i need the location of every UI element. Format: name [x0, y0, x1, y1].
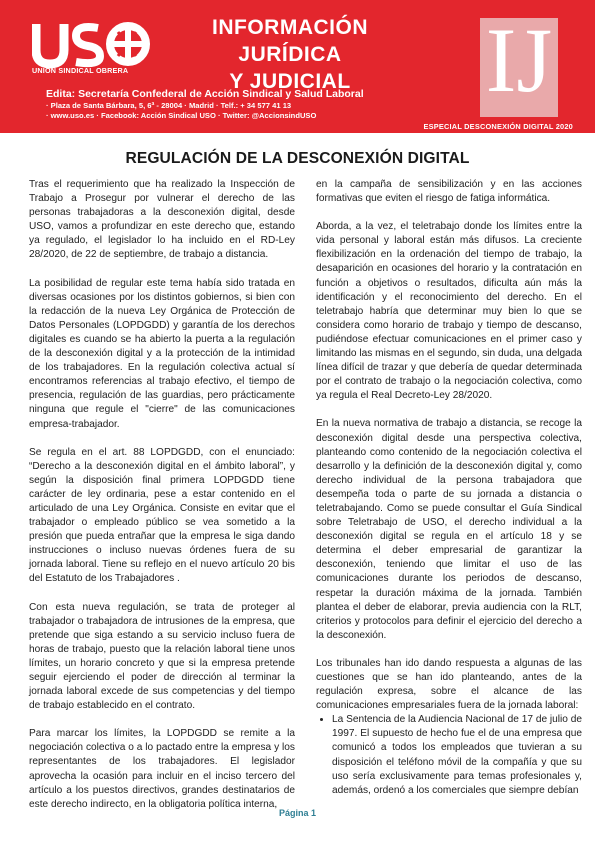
- right-column: [316, 178, 582, 798]
- document-title: REGULACIÓN DE LA DESCONEXIÓN DIGITAL: [125, 150, 470, 167]
- paragraph: Los tribunales han ido dando respuesta a algunas de las cuestiones que se han ido planteando, antes de la regulación expresa, sobre el alcance de las comunicaciones empresariales fuera de la jornada laboral:: [316, 657, 582, 712]
- paragraph: Para marcar los límites, la LOPDGDD se remite a la negociación colectiva o a lo pactado entre la empresa y los representantes de los trabajadores. El legislador aprovecha la ocasión para incluir en el inciso tercero del artículo a los puestos directivos, grandes destinatarios de este derecho indirecto, en la obligatoria política interna,: [29, 728, 295, 810]
- bullet-list: [316, 713, 582, 798]
- page-number: Página 1: [278, 808, 316, 818]
- paragraph: en la campaña de sensibilización y en las acciones formativas que eviten el riesgo de fatiga informática.: [316, 179, 582, 205]
- web-social-line: · www.uso.es · Facebook: Acción Sindical USO · Twitter: @AccionsindUSO: [46, 111, 317, 120]
- logo-subtitle: UNIÓN SINDICAL OBRERA: [32, 66, 129, 75]
- header-banner: [0, 0, 595, 133]
- address-line: · Plaza de Santa Bárbara, 5, 6ª - 28004 · Madrid · Telf.: + 34 577 41 13: [46, 101, 292, 110]
- editor-line: Edita: Secretaría Confederal de Acción Sindical y Salud Laboral: [46, 88, 364, 100]
- list-item: • La Sentencia de la Audiencia Nacional de 17 de julio de 1997. El supuesto de hecho fue el de una empresa que comunicó a todos los empleados que tuvieran a su disposición el teléfono móvil de la compañía y que su uso sería exclusivamente para temas profesionales y, además, ordenó a los comerciales que siempre debían: [332, 713, 582, 798]
- especial-label: ESPECIAL DESCONEXIÓN DIGITAL 2020: [423, 122, 573, 131]
- header-title: [160, 14, 420, 95]
- ij-badge: IJ: [485, 9, 553, 111]
- paragraph: Se regula en el art. 88 LOPDGDD, con el enunciado: “Derecho a la desconexión digital en el ámbito laboral”, y según la disposición final primera LOPDGDD tiene carácter de ley ordinaria, pese a estar contenido en el articulado de una Ley Orgánica. Consiste en evitar que el trabajador o empleado público se vea sometido a la presión que pueda entrañar que la empresa le siga dando instrucciones o incluso nuevas órdenes fuera de su jornada laboral. Tiene su reflejo en el nuevo artículo 20 bis del Estatuto de los Trabajadores .: [29, 446, 295, 585]
- paragraph: Con esta nueva regulación, se trata de proteger al trabajador o trabajadora de intrusiones de la empresa, que pretende que siga estando a su servicio incluso fuera de horas de trabajo, puesto que la relación laboral tiene unos límites, un horario concreto y que si la empresa pretende seguir ejerciendo el poder de dirección al terminar la jornada laboral excede de sus competencias y del tiempo de trabajo establecido en el contrato.: [29, 601, 295, 712]
- left-column: [29, 178, 295, 812]
- paragraph: En la nueva normativa de trabajo a distancia, se recoge la desconexión digital desde una perspectiva colectiva, planteando como contenido de la negociación colectiva el desarrollo y la definición de la desconexión digital y, como derecho individual de la persona trabajadora que desempeña toda o parte de su jornada a distancia o teletrabajando. Como se puede consultar el Guía Sindical sobre Teletrabajo de USO, el derecho individual a la desconexión digital se regula en el artículo 18 y se determina el deber empresarial de garantizar la desconexión, teniendo que limitar el uso de las comunicaciones durante los periodos de descanso, respetar la duración máxima de la jornada. También plantea el deber de elaborar, previa audiencia con la RLT, criterios y protocolos para definir el ejercicio del derecho a la desconexión.: [316, 418, 582, 641]
- paragraph: La posibilidad de regular este tema había sido tratada en diversas ocasiones por los distintos gobiernos, si bien con la redacción de la nueva Ley Orgánica de Protección de Datos Personales (LOPDGDD) y garantía de los derechos digitales es cuando se ha abierto la puerta a la regulación de la desconexión digital y a la protección de la intimidad de los trabajadores. En la regulación colectiva actual sí encontramos referencias al trabajo efectivo, el tiempo de presencia, regulación de las guardias, pero prácticamente ninguna que regule el "cierre" de las comunicaciones empresa-trabajador.: [29, 277, 295, 430]
- header-title-line1: INFORMACIÓN JURÍDICA: [212, 16, 368, 66]
- header-title-line2: Y JUDICIAL: [229, 70, 351, 93]
- paragraph: Tras el requerimiento que ha realizado la Inspección de Trabajo a Prosegur por vulnerar el derecho de las personas trabajadoras a la desconexión digital, desde USO, vamos a profundizar en este derecho que, estando ya regulado, el legislador lo ha incluido en el RD-Ley 28/2020, de 22 de septiembre, de trabajo a distancia.: [29, 179, 295, 261]
- paragraph: Aborda, a la vez, el teletrabajo donde los límites entre la vida personal y laboral están más difusos. La creciente flexibilización en la ordenación del tiempo de trabajo, la desaparición en ocasiones del horario y la contratación en función a objetivos o resultados, dificulta aún más la identificación y el reconocimiento del derecho. En el teletrabajo habría que determinar muy bien lo que se considera como horario de trabajo y tiempo de descanso, pudiéndose efectuar comunicaciones en el primer caso y limitando las mismas en el segundo, sin duda, una delgada línea difícil de trazar y que debería de quedar determinada por el contrato de trabajo o la negociación colectiva, como ya regula el Real Decreto-Ley 28/2020.: [316, 221, 582, 402]
